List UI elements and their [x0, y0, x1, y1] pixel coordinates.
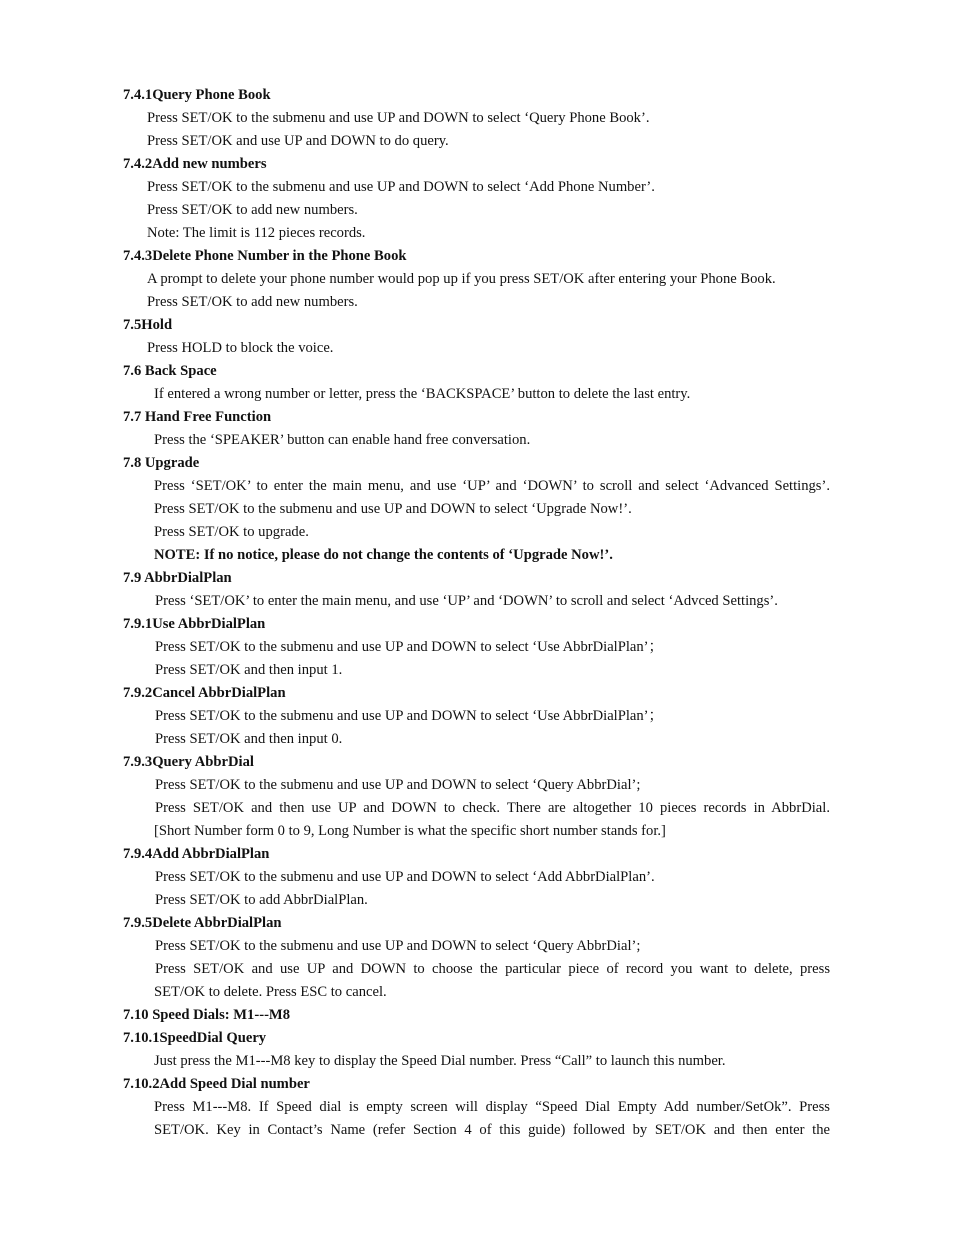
paragraph-line: Press the ‘SPEAKER’ button can enable hand free conversation.: [154, 432, 531, 448]
section-heading-7-9: 7.9 AbbrDialPlan: [123, 570, 232, 586]
paragraph-line: Press SET/OK and use UP and DOWN to do query.: [147, 133, 449, 149]
paragraph-line: Press SET/OK to add new numbers.: [147, 202, 358, 218]
section-heading-7-10: 7.10 Speed Dials: M1---M8: [123, 1007, 290, 1023]
paragraph-line: Press SET/OK and use UP and DOWN to choose the particular piece of record you want to delete, press: [155, 961, 830, 977]
section-heading-7-9-2: 7.9.2Cancel AbbrDialPlan: [123, 685, 286, 701]
section-heading-7-5: 7.5Hold: [123, 317, 173, 333]
paragraph-line: Just press the M1---M8 key to display the Speed Dial number. Press “Call” to launch this number.: [154, 1053, 726, 1069]
paragraph-line: Press M1---M8. If Speed dial is empty screen will display “Speed Dial Empty Add number/SetOk”. Press: [154, 1099, 830, 1115]
paragraph-line: Press ‘SET/OK’ to enter the main menu, and use ‘UP’ and ‘DOWN’ to scroll and select ‘Advanced Settings’.: [154, 478, 830, 494]
paragraph-line: Press SET/OK to the submenu and use UP and DOWN to select ‘Add Phone Number’.: [147, 179, 655, 195]
paragraph-line: Press SET/OK and then use UP and DOWN to check. There are altogether 10 pieces records in AbbrDial.: [155, 800, 830, 816]
section-heading-7-4-1: 7.4.1Query Phone Book: [123, 87, 271, 103]
section-heading-7-10-2: 7.10.2Add Speed Dial number: [123, 1076, 310, 1092]
paragraph-line: Press SET/OK to the submenu and use UP and DOWN to select ‘Use AbbrDialPlan’；: [155, 708, 664, 724]
section-heading-7-4-3: 7.4.3Delete Phone Number in the Phone Book: [123, 248, 407, 264]
section-heading-7-10-1: 7.10.1SpeedDial Query: [123, 1030, 267, 1046]
upgrade-note: NOTE: If no notice, please do not change the contents of ‘Upgrade Now!’.: [154, 547, 613, 563]
paragraph-line: A prompt to delete your phone number would pop up if you press SET/OK after entering your Phone Book.: [147, 271, 776, 287]
paragraph-line: Press SET/OK to the submenu and use UP and DOWN to select ‘Use AbbrDialPlan’；: [155, 639, 664, 655]
section-heading-7-6: 7.6 Back Space: [123, 363, 217, 379]
paragraph-line: Press SET/OK to the submenu and use UP and DOWN to select ‘Upgrade Now!’.: [154, 501, 632, 517]
paragraph-line: Press SET/OK and then input 0.: [155, 731, 343, 747]
paragraph-line: Press SET/OK to the submenu and use UP and DOWN to select ‘Query AbbrDial’;: [155, 938, 641, 954]
section-heading-7-9-4: 7.9.4Add AbbrDialPlan: [123, 846, 270, 862]
paragraph-line: Note: The limit is 112 pieces records.: [147, 225, 366, 241]
paragraph-line: Press SET/OK to the submenu and use UP and DOWN to select ‘Add AbbrDialPlan’.: [155, 869, 655, 885]
section-heading-7-7: 7.7 Hand Free Function: [123, 409, 272, 425]
paragraph-line: Press SET/OK to add AbbrDialPlan.: [155, 892, 368, 908]
paragraph-line: SET/OK to delete. Press ESC to cancel.: [154, 984, 387, 1000]
paragraph-line: Press SET/OK to add new numbers.: [147, 294, 358, 310]
paragraph-line: SET/OK. Key in Contact’s Name (refer Section 4 of this guide) followed by SET/OK and then enter the: [154, 1122, 830, 1138]
section-heading-7-4-2: 7.4.2Add new numbers: [123, 156, 267, 172]
paragraph-line: Press HOLD to block the voice.: [147, 340, 334, 356]
paragraph-line: Press SET/OK to the submenu and use UP and DOWN to select ‘Query AbbrDial’;: [155, 777, 641, 793]
section-heading-7-8: 7.8 Upgrade: [123, 455, 200, 471]
paragraph-line: Press ‘SET/OK’ to enter the main menu, and use ‘UP’ and ‘DOWN’ to scroll and select ‘Advced Settings’.: [155, 593, 778, 609]
section-heading-7-9-1: 7.9.1Use AbbrDialPlan: [123, 616, 266, 632]
paragraph-line: Press SET/OK to upgrade.: [154, 524, 309, 540]
manual-page: [123, 84, 830, 1142]
section-heading-7-9-3: 7.9.3Query AbbrDial: [123, 754, 254, 770]
paragraph-line: If entered a wrong number or letter, press the ‘BACKSPACE’ button to delete the last entry.: [154, 386, 691, 402]
paragraph-line: [Short Number form 0 to 9, Long Number is what the specific short number stands for.]: [154, 823, 666, 839]
paragraph-line: Press SET/OK to the submenu and use UP and DOWN to select ‘Query Phone Book’.: [147, 110, 650, 126]
section-heading-7-9-5: 7.9.5Delete AbbrDialPlan: [123, 915, 282, 931]
paragraph-line: Press SET/OK and then input 1.: [155, 662, 343, 678]
